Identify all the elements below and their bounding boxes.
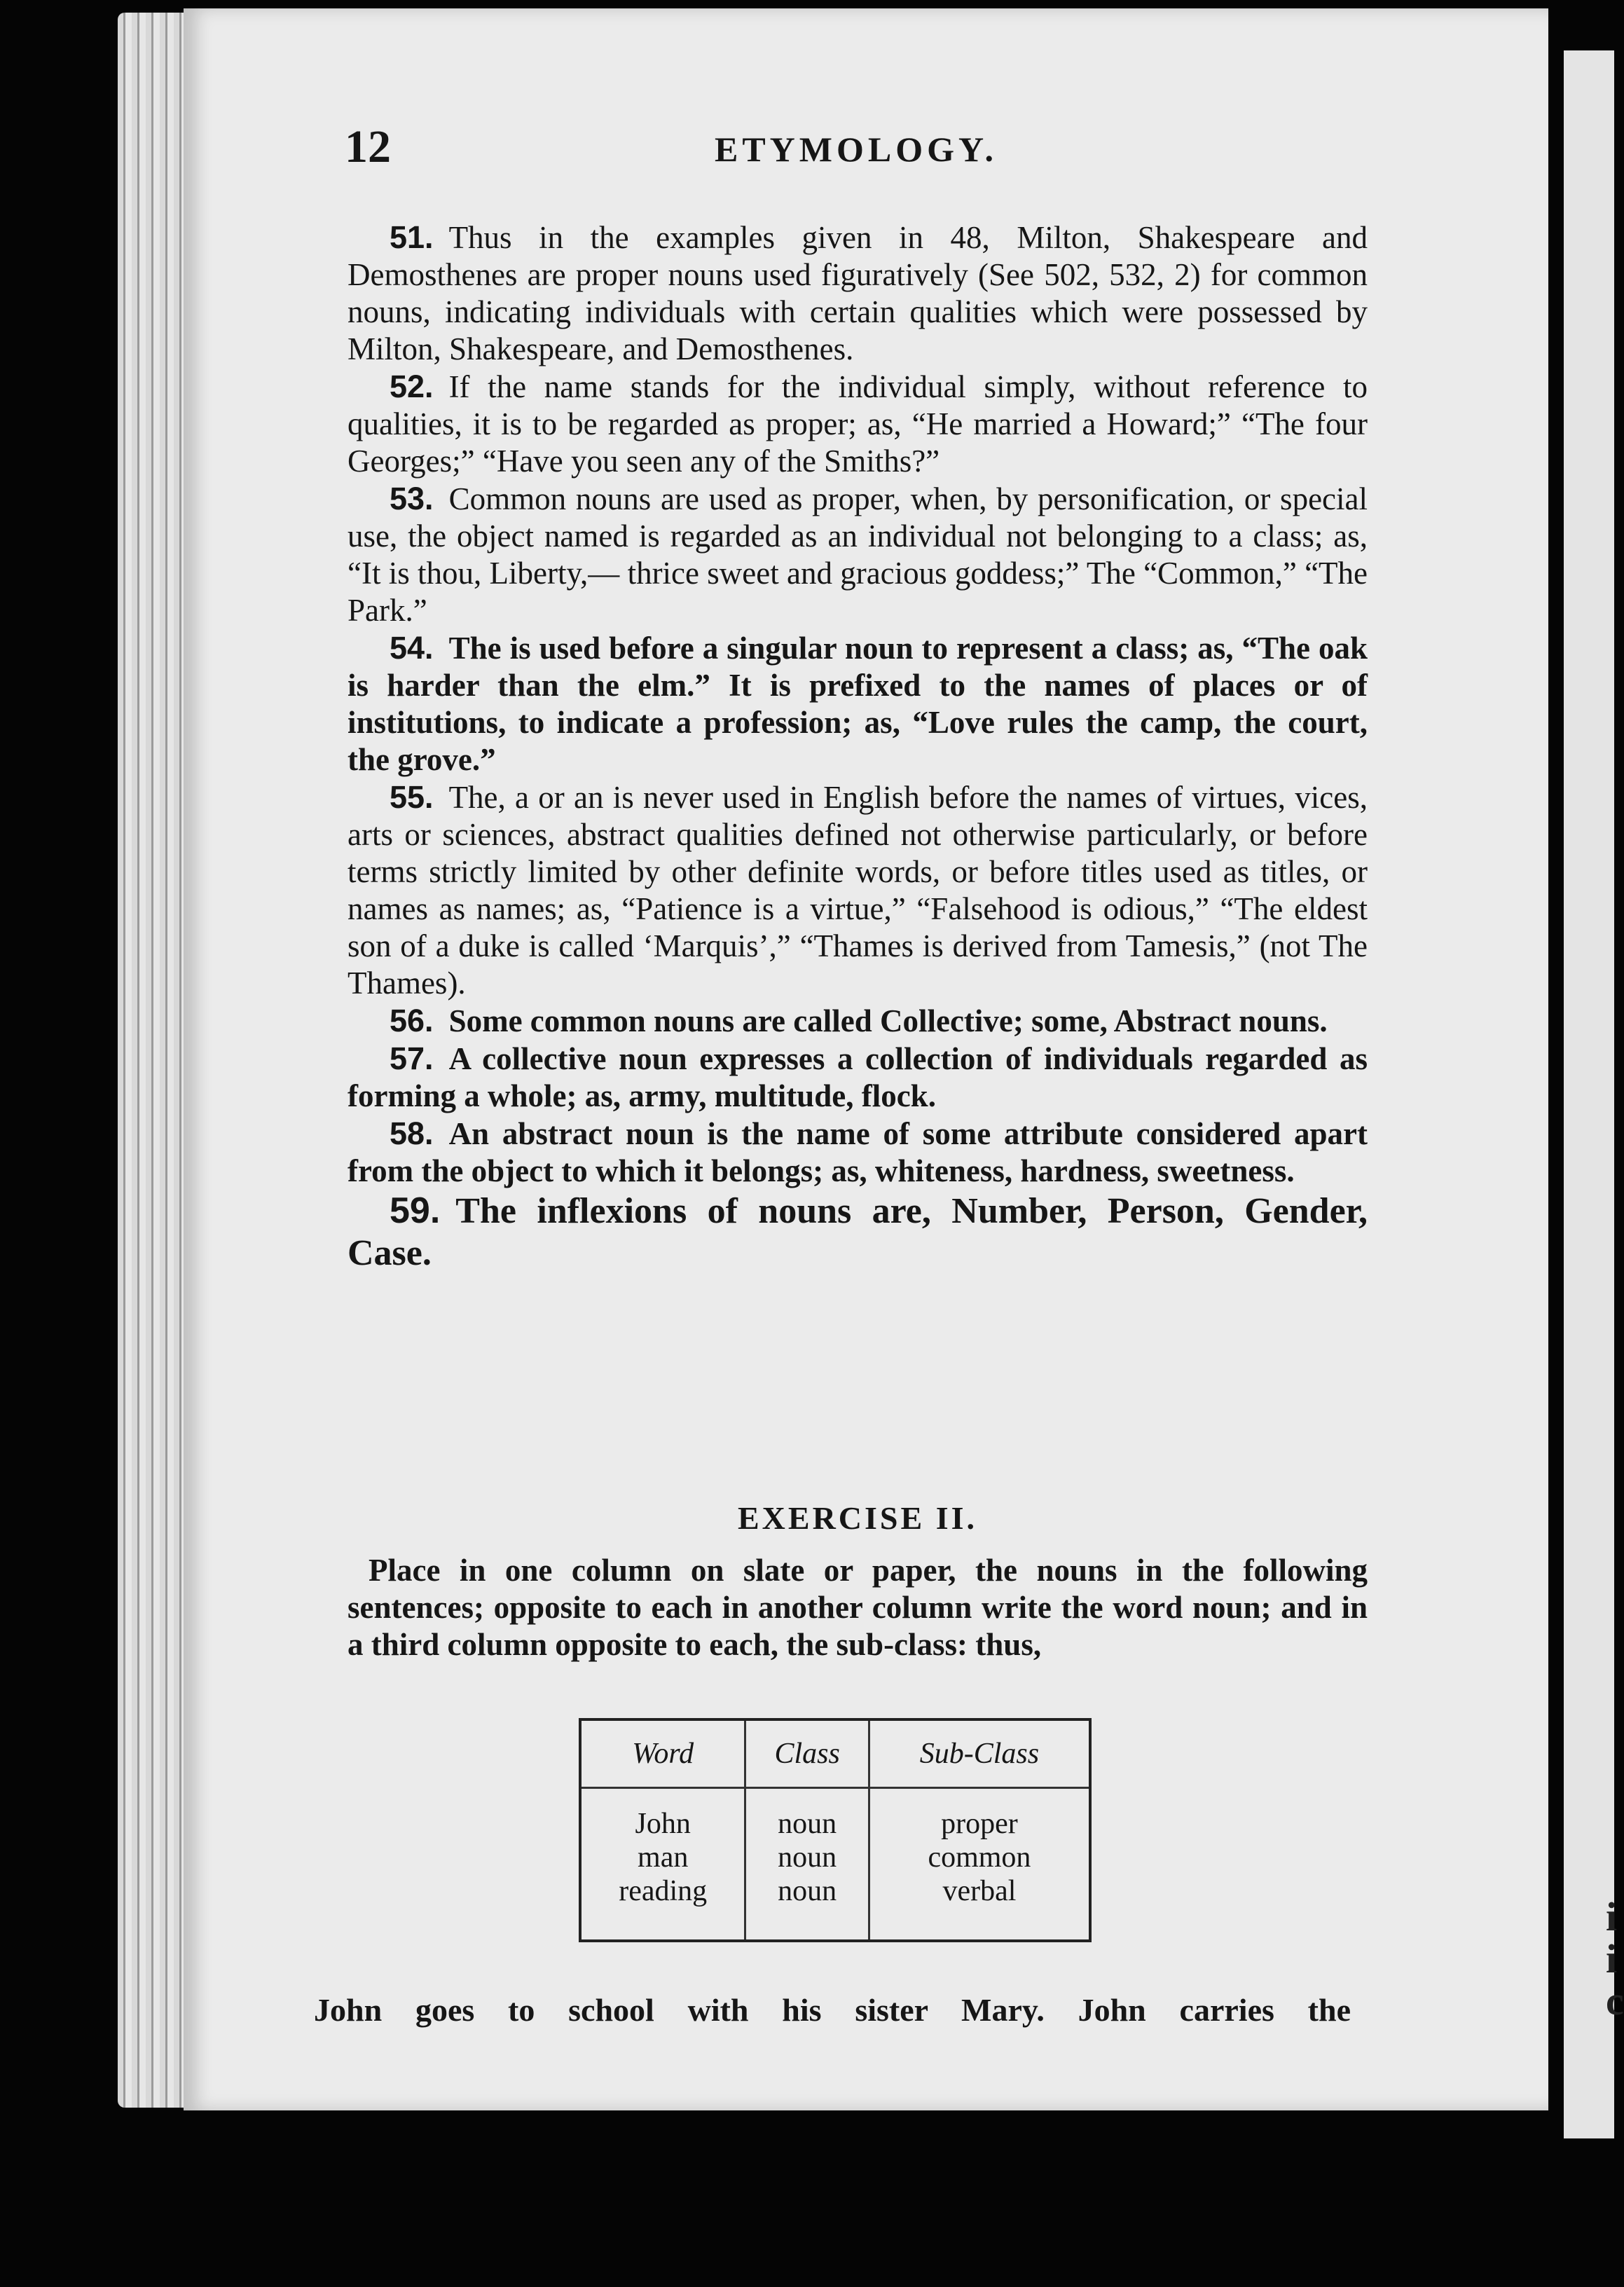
paragraph-text: A collective noun expresses a collection of individuals regarded as forming a whole; as, army, multitude, flock. <box>347 1041 1368 1113</box>
exercise-instructions <box>347 1552 1368 1663</box>
paragraph-51 <box>347 219 1368 368</box>
page-edges <box>118 13 191 2108</box>
table-cell: verbal <box>942 1875 1017 1907</box>
paragraph-text: An abstract noun is the name of some attribute considered apart from the object to which it belongs; as, whiteness, hardness, sweetness. <box>347 1116 1368 1188</box>
paragraph-number: 55. <box>390 779 434 815</box>
paragraph-text: Some common nouns are called Collective; some, Abstract nouns. <box>448 1003 1328 1038</box>
paragraph-number: 51. <box>390 219 434 255</box>
paragraph-number: 57. <box>390 1041 434 1076</box>
next-page-fragment: c <box>1606 1978 1624 2024</box>
table-cell: reading <box>619 1875 708 1907</box>
next-page-fragment: i <box>1606 1936 1618 1982</box>
paragraph-number: 53. <box>390 481 434 516</box>
paragraph-text: If the name stands for the individual simply, without reference to qualities, it is to be regarded as proper; as, “He married a Howard;” “The four Georges;” “Have you seen any of the Smiths?” <box>347 369 1368 479</box>
class-column <box>745 1788 869 1942</box>
body-text <box>347 219 1368 1275</box>
column-header-word: Word <box>580 1719 745 1788</box>
table-header-row <box>580 1719 1090 1788</box>
paragraph-58 <box>347 1115 1368 1190</box>
paragraph-54 <box>347 629 1368 778</box>
paragraph-number: 56. <box>390 1003 434 1038</box>
paragraph-text: The, a or an is never used in English before the names of virtues, vices, arts or sciences, abstract qualities defined not otherwise particularly, or before terms strictly limited by other definite words, or before titles used as titles, or names as names; as, “Patience is a virtue,” “Falsehood is odious,” “The eldest son of a duke is called ‘Marquis’,” “Thames is derived from Tamesis,” (not The Thames). <box>347 780 1368 1001</box>
sample-table <box>579 1718 1092 1942</box>
paragraph-text: Common nouns are used as proper, when, by personification, or special use, the object named is regarded as an individual not belonging to a class; as, “It is thou, Liberty,— thrice sweet and gracious goddess;” The “Common,” “The Park.” <box>347 481 1368 628</box>
exercise-title: EXERCISE II. <box>738 1500 977 1536</box>
paragraph-number: 54. <box>390 630 434 666</box>
paragraph-56 <box>347 1002 1368 1040</box>
table-cell: noun <box>778 1808 837 1840</box>
subclass-column <box>869 1788 1090 1942</box>
paragraph-number: 58. <box>390 1115 434 1151</box>
table-cell: noun <box>778 1875 837 1907</box>
paragraph-text: The inflexions of nouns are, Number, Person, Gender, Case. <box>347 1191 1368 1273</box>
column-header-class: Class <box>745 1719 869 1788</box>
instructions-text: Place in one column on slate or paper, the nouns in the following sentences; opposite to each in another column write the word noun; and in a third column opposite to each, the sub-class: thus, <box>347 1553 1368 1662</box>
paragraph-53 <box>347 480 1368 629</box>
table-cell: John <box>635 1808 691 1840</box>
next-page-edge <box>1564 50 1624 2138</box>
table-cell: common <box>928 1841 1031 1874</box>
table-cell: proper <box>941 1808 1018 1840</box>
paragraph-number: 59. <box>390 1190 441 1231</box>
table-body-row <box>580 1788 1090 1942</box>
paragraph-text: The is used before a singular noun to represent a class; as, “The oak is harder than the elm.” It is prefixed to the names of places or of institutions, to indicate a profession; as, “Love rules the camp, the court, the grove.” <box>347 631 1368 777</box>
paragraph-number: 52. <box>390 369 434 404</box>
exercise-sentence: John goes to school with his sister Mary. John carries the <box>314 1992 1351 2028</box>
paragraph-55 <box>347 778 1368 1002</box>
paragraph-52 <box>347 368 1368 480</box>
paragraph-text: Thus in the examples given in 48, Milton, Shakespeare and Demosthenes are proper nouns used figuratively (See 502, 532, 2) for common nouns, indicating individuals with certain qualities which were possessed by Milton, Shakespeare, and Demosthenes. <box>347 220 1368 366</box>
word-column <box>580 1788 745 1942</box>
table-cell: man <box>638 1841 689 1874</box>
paragraph-59 <box>347 1190 1368 1275</box>
paragraph-57 <box>347 1040 1368 1115</box>
page-header <box>345 121 1368 177</box>
column-header-subclass: Sub-Class <box>869 1719 1090 1788</box>
running-head: ETYMOLOGY. <box>714 130 998 169</box>
next-page-fragment: i <box>1606 1894 1618 1939</box>
table-cell: noun <box>778 1841 837 1874</box>
page-number: 12 <box>345 121 391 172</box>
